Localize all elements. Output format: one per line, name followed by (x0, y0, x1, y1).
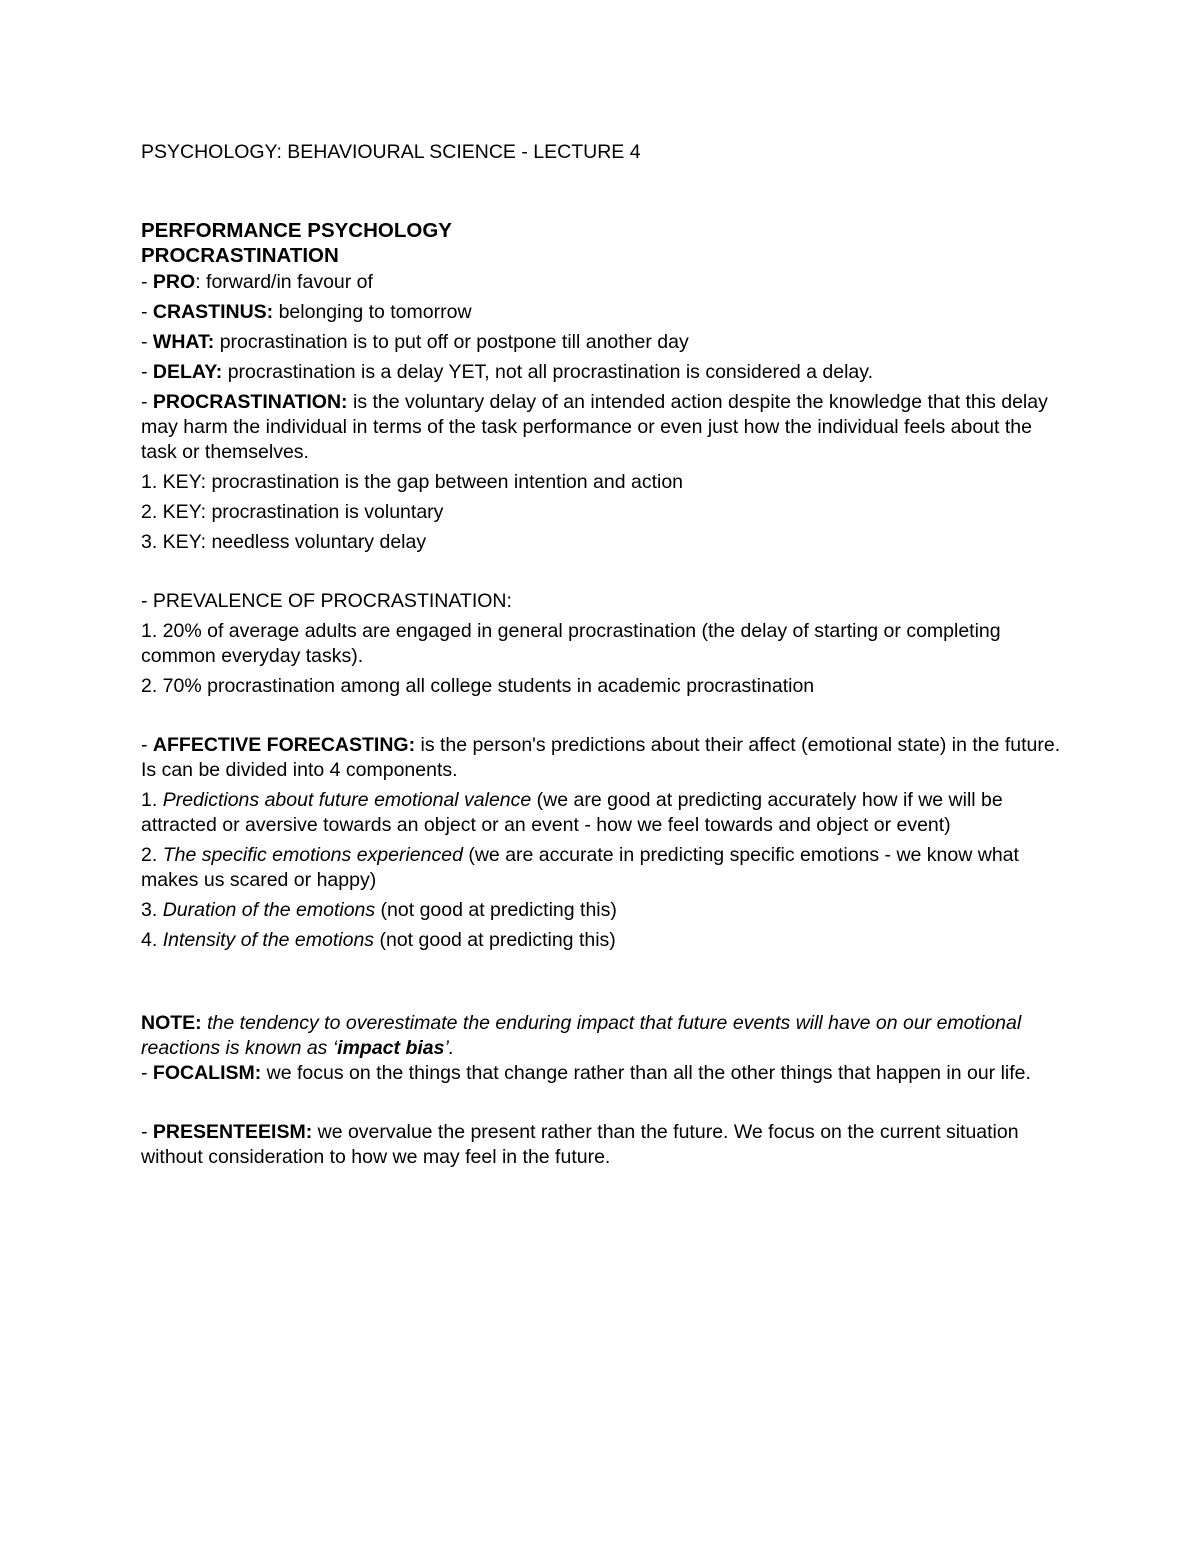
document-page (141, 140, 1071, 1170)
affective-component-3: 3. Duration of the emotions (not good at predicting this) (141, 899, 617, 921)
prevalence-item-1: 1. 20% of average adults are engaged in general procrastination (the delay of starting or completing common everyday tasks). (141, 620, 1001, 667)
section-heading-procrastination: PROCRASTINATION (141, 244, 339, 267)
note-impact-bias: NOTE: the tendency to overestimate the enduring impact that future events will have on our emotional reactions is known as ‘impact bias’. (141, 1012, 1022, 1059)
key-point-1: 1. KEY: procrastination is the gap between intention and action (141, 471, 684, 493)
document-title: PSYCHOLOGY: BEHAVIOURAL SCIENCE - LECTURE 4 (141, 141, 641, 163)
key-point-3: 3. KEY: needless voluntary delay (141, 531, 427, 553)
affective-component-4: 4. Intensity of the emotions (not good at predicting this) (141, 929, 616, 951)
definition-what: - WHAT: procrastination is to put off or postpone till another day (141, 331, 689, 353)
affective-component-2: 2. The specific emotions experienced (we are accurate in predicting specific emotions - we know what makes us scared or happy) (141, 844, 1019, 891)
definition-pro: - PRO: forward/in favour of (141, 271, 373, 293)
definition-procrastination: - PROCRASTINATION: is the voluntary delay of an intended action despite the knowledge that this delay may harm the individual in terms of the task performance or even just how the individual feels about the task or themselves. (141, 391, 1048, 463)
prevalence-heading: - PREVALENCE OF PROCRASTINATION: (141, 590, 512, 612)
definition-focalism: - FOCALISM: we focus on the things that change rather than all the other things that happen in our life. (141, 1062, 1031, 1084)
prevalence-item-2: 2. 70% procrastination among all college students in academic procrastination (141, 675, 815, 697)
key-point-2: 2. KEY: procrastination is voluntary (141, 501, 444, 523)
affective-forecasting-definition: - AFFECTIVE FORECASTING: is the person's predictions about their affect (emotional state) in the future. Is can be divided into 4 components. (141, 734, 1061, 781)
section-heading-performance: PERFORMANCE PSYCHOLOGY (141, 219, 452, 242)
affective-component-1: 1. Predictions about future emotional valence (we are good at predicting accurately how if we will be attracted or aversive towards an object or an event - how we feel towards and object or event) (141, 789, 1003, 836)
definition-crastinus: - CRASTINUS: belonging to tomorrow (141, 301, 472, 323)
definition-presenteeism: - PRESENTEEISM: we overvalue the present rather than the future. We focus on the current situation without consideration to how we may feel in the future. (141, 1121, 1019, 1168)
definition-delay: - DELAY: procrastination is a delay YET, not all procrastination is considered a delay. (141, 361, 873, 383)
